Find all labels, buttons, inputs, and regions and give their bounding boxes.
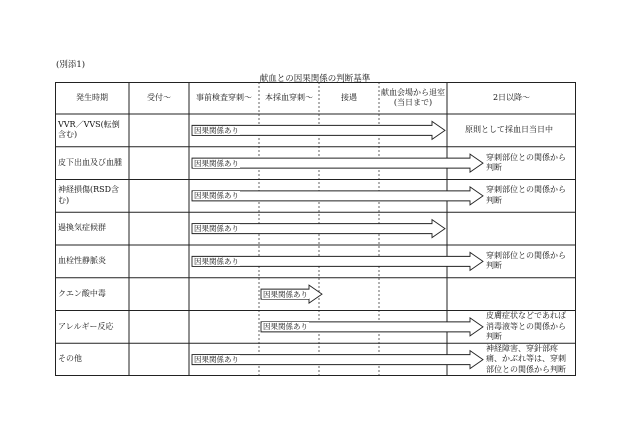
cause-label: 因果関係あり (263, 322, 308, 332)
outcome-text: 神経障害、穿針部疼痛、かぶれ等は、穿刺部位との関係から判断 (486, 343, 566, 374)
header-5: 献血会場から退室(当日まで) (381, 87, 445, 107)
event-name: アレルギー反応 (58, 321, 114, 331)
event-name: その他 (58, 354, 82, 364)
header-4: 接遇 (341, 92, 357, 102)
outcome-text: 原則として採血日当日中 (465, 125, 553, 135)
cause-label: 因果関係あり (194, 158, 239, 168)
cause-label: 因果関係あり (194, 191, 239, 201)
event-name: 血栓性静脈炎 (58, 256, 106, 266)
outcome-text: 皮膚症状などであれば消毒液等との関係から判断 (486, 311, 566, 342)
header-3: 本採血穿刺〜 (265, 92, 313, 102)
cause-label: 因果関係あり (194, 125, 239, 135)
outcome-text: 穿刺部位との関係から判断 (486, 152, 566, 173)
event-name: 神経損傷(RSD含む) (58, 185, 120, 205)
attachment-note: (別添1) (56, 60, 86, 70)
cause-label: 因果関係あり (194, 355, 239, 365)
cause-label: 因果関係あり (194, 224, 239, 234)
event-name: 皮下出血及び血腫 (58, 157, 122, 167)
outcome-text: 穿刺部位との関係から判断 (486, 185, 566, 205)
event-name: 過換気症候群 (58, 223, 106, 233)
document-title: 献血との因果関係の判断基準 (259, 74, 371, 84)
outcome-text: 穿刺部位との関係から判断 (486, 250, 566, 271)
header-1: 受付〜 (147, 92, 171, 102)
header-2: 事前検査穿刺〜 (196, 92, 252, 102)
causality-table (55, 82, 576, 376)
event-name: VVR／VVS(転倒含む) (58, 119, 120, 140)
cause-label: 因果関係あり (194, 256, 239, 266)
header-0: 発生時期 (76, 92, 108, 102)
cause-label: 因果関係あり (263, 289, 308, 299)
event-name: クエン酸中毒 (58, 288, 106, 298)
header-6: 2日以降〜 (492, 92, 531, 102)
